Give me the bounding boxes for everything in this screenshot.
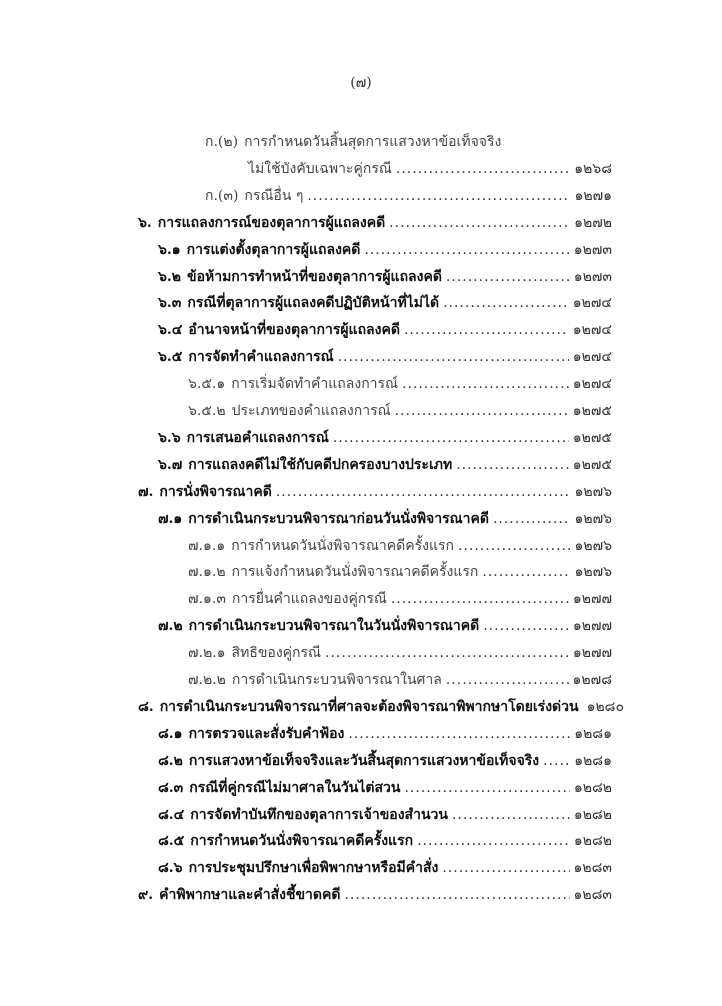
toc-entry-number: ๗.๑ <box>158 510 183 527</box>
toc-entry <box>138 696 625 720</box>
dot-leader <box>482 564 570 580</box>
dot-leader <box>338 349 569 365</box>
dot-leader <box>452 807 570 823</box>
toc-entry-number: ๖.๕.๑ <box>188 376 226 393</box>
toc-entry-label: การยื่นคำแถลงของคู่กรณี <box>231 591 387 608</box>
dot-leader <box>391 591 569 607</box>
dot-leader <box>396 161 570 177</box>
toc-entry <box>138 884 612 908</box>
toc-entry-number: ๖.๖ <box>158 429 181 446</box>
toc-entry-page: ๑๒๗๔ <box>572 322 612 339</box>
toc-entry-number: ๖.๔ <box>158 322 183 339</box>
dot-leader <box>443 295 569 311</box>
toc-entry <box>158 750 612 774</box>
toc-entry-page: ๑๒๘๑ <box>574 752 612 769</box>
toc-entry-label: การดำเนินกระบวนพิจารณาในวันนั่งพิจารณาคดี <box>188 618 480 635</box>
toc-entry-number: ๖. <box>138 214 152 231</box>
toc-entry-page: ๑๒๗๗ <box>572 645 612 662</box>
dot-leader <box>446 672 569 688</box>
dot-leader <box>446 269 570 285</box>
dot-leader <box>364 242 569 258</box>
toc-entry-number: ๘.๒ <box>158 752 183 769</box>
toc-entry <box>138 212 612 236</box>
toc-entry-page: ๑๒๗๔ <box>572 295 612 312</box>
toc-entry-page: ๑๒๗๔ <box>572 376 612 393</box>
toc-entry-page: ๑๒๗๗ <box>572 618 612 635</box>
toc-entry-label: การเสนอคำแถลงการณ์ <box>186 429 329 446</box>
toc-entry-label: การแจ้งกำหนดวันนั่งพิจารณาคดีครั้งแรก <box>231 564 479 581</box>
toc-entry-number: ๗.๑.๑ <box>188 537 226 554</box>
toc-entry-page: ๑๒๗๖ <box>574 483 612 500</box>
dot-leader <box>483 618 569 634</box>
toc-entry <box>158 804 612 828</box>
toc-entry-label: การดำเนินกระบวนพิจารณาในศาล <box>231 672 442 688</box>
toc-entry-page: ๑๒๗๖ <box>574 510 612 527</box>
toc-entry-label: การดำเนินกระบวนพิจารณาที่ศาลจะต้องพิจารณาพิพากษาโดยเร่งด่วน <box>159 698 579 715</box>
toc-entry <box>158 454 612 478</box>
toc-entry <box>188 373 612 397</box>
toc-entry-label: คำพิพากษาและคำสั่งชี้ขาดคดี <box>159 887 341 904</box>
toc-entry-number: ๗.๑.๒ <box>188 564 226 581</box>
toc-entry-number: ๖.๒ <box>158 268 181 285</box>
toc-entry-page: ๑๒๗๗ <box>572 591 612 608</box>
toc-entry-number: ๙. <box>138 887 154 904</box>
toc-entry <box>138 481 612 505</box>
toc-entry <box>248 158 612 182</box>
toc-entry-number: ๗.๒.๒ <box>188 672 226 688</box>
toc-entry <box>158 346 612 370</box>
dot-leader <box>344 887 569 903</box>
toc-entry <box>158 266 612 290</box>
toc-entry <box>188 588 612 612</box>
dot-leader <box>404 780 569 796</box>
toc-entry <box>188 561 612 585</box>
toc-entry-label: ข้อห้ามการทำหน้าที่ของตุลาการผู้แถลงคดี <box>187 268 442 285</box>
toc-entry-label: การแต่งตั้งตุลาการผู้แถลงคดี <box>186 241 361 258</box>
dot-leader <box>402 376 569 392</box>
toc-entry-page: ๑๒๘๐ <box>586 698 625 715</box>
toc-entry-number: ก.(๒) <box>205 134 239 150</box>
toc-entry-label: กรณีอื่น ๆ <box>244 187 304 204</box>
toc-entry-label: กรณีที่ตุลาการผู้แถลงคดีปฏิบัติหน้าที่ไม่ได้ <box>187 295 440 312</box>
toc-entry-number: ๗. <box>138 483 154 500</box>
toc-entry-number: ๖.๓ <box>158 295 182 312</box>
toc-entry <box>158 777 612 801</box>
dot-leader <box>404 322 569 338</box>
toc-entry-number: ๘.๑ <box>158 725 183 742</box>
toc-entry <box>158 615 612 639</box>
toc-entry-label: การแสวงหาข้อเท็จจริงและวันสิ้นสุดการแสวงหาข้อเท็จจริง <box>188 752 540 769</box>
toc-entry-page: ๑๒๘๒ <box>573 833 612 850</box>
toc-entry-number: ๘.๔ <box>158 806 185 823</box>
toc-entry-label: ประเภทของคำแถลงการณ์ <box>231 403 391 419</box>
toc-entry <box>158 830 612 854</box>
page-number: (๗) <box>350 75 372 91</box>
toc-entry <box>158 427 612 451</box>
toc-entry-number: ๖.๗ <box>158 456 183 473</box>
toc-entry <box>158 319 612 343</box>
toc-entry-page: ๑๒๗๖ <box>574 537 612 554</box>
toc-entry-page: ๑๒๗๔ <box>572 349 612 366</box>
toc-entry-number: ๘.๕ <box>158 833 185 850</box>
toc-entry <box>158 857 612 881</box>
toc-entry-number: ๖.๕.๒ <box>188 403 226 419</box>
toc-entry-number: ๖.๑ <box>158 241 181 258</box>
toc-entry-label: อำนาจหน้าที่ของตุลาการผู้แถลงคดี <box>188 322 400 339</box>
dot-leader <box>458 538 570 554</box>
toc-entry-page: ๑๒๗๓ <box>573 241 612 258</box>
toc-entry <box>188 400 612 424</box>
toc-entry-label: กรณีที่คู่กรณีไม่มาศาลในวันไต่สวน <box>189 779 401 796</box>
toc-entry-page: ๑๒๘๑ <box>574 725 612 742</box>
toc-entry-number: ๘. <box>138 698 154 715</box>
toc-entry-label: ไม่ใช้บังคับเฉพาะคู่กรณี <box>248 160 392 177</box>
toc-entry-number: ก.(๓) <box>205 187 239 204</box>
dot-leader <box>389 215 570 231</box>
dot-leader <box>307 188 570 204</box>
toc-entry-label: การกำหนดวันสิ้นสุดการแสวงหาข้อเท็จจริง <box>244 134 502 150</box>
toc-entry-label: การนั่งพิจารณาคดี <box>159 483 272 500</box>
toc-entry <box>188 535 612 559</box>
toc-entry-number: ๗.๒ <box>158 618 183 635</box>
dot-leader <box>276 484 571 500</box>
dot-leader <box>348 726 570 742</box>
toc-entry-label: การแถลงคดีไม่ใช้กับคดีปกครองบางประเภท <box>188 456 453 473</box>
toc-entry-page: ๑๒๘๓ <box>573 887 612 904</box>
toc-entry-page: ๑๒๗๕ <box>572 403 612 419</box>
dot-leader <box>543 753 570 769</box>
toc-entry <box>158 723 612 747</box>
toc-entry-label: การตรวจและสั่งรับคำฟ้อง <box>188 725 345 742</box>
toc-entry-page: ๑๒๘๓ <box>573 860 612 877</box>
toc-entry-page: ๑๒๗๕ <box>572 429 612 446</box>
toc-entry-label: การเริ่มจัดทำคำแถลงการณ์ <box>231 376 399 393</box>
dot-leader <box>325 645 569 661</box>
toc-entry <box>205 185 612 209</box>
toc-entry-label: การประชุมปรึกษาเพื่อพิพากษาหรือมีคำสั่ง <box>188 860 439 877</box>
dot-leader <box>417 833 570 849</box>
toc-entry-page: ๑๒๗๕ <box>572 456 612 473</box>
toc-entry-page: ๑๒๗๖ <box>574 564 612 581</box>
toc-entry-number: ๖.๕ <box>158 349 183 366</box>
toc-entry-label: การกำหนดวันนั่งพิจารณาคดีครั้งแรก <box>190 833 414 850</box>
toc-entry <box>158 292 612 316</box>
toc-entry-page: ๑๒๖๘ <box>574 160 612 177</box>
toc-entry-number: ๘.๓ <box>158 779 184 796</box>
toc-entry-page: ๑๒๘๒ <box>573 806 612 823</box>
toc-entry-page: ๑๒๗๑ <box>574 187 612 204</box>
toc-entry <box>158 239 612 263</box>
toc-entry-number: ๗.๒.๑ <box>188 645 226 662</box>
dot-leader <box>456 457 569 473</box>
toc-entry-page: ๑๒๗๒ <box>574 214 612 231</box>
toc-entry-label: การจัดทำบันทึกของตุลาการเจ้าของสำนวน <box>190 806 448 823</box>
toc-entry <box>188 642 612 666</box>
toc-entry <box>158 508 612 532</box>
dot-leader <box>442 860 569 876</box>
dot-leader <box>493 511 571 527</box>
toc-entry-label: สิทธิของคู่กรณี <box>231 645 322 662</box>
toc-entry-page: ๑๒๗๘ <box>572 672 612 688</box>
toc-entry-label: การกำหนดวันนั่งพิจารณาคดีครั้งแรก <box>231 537 454 554</box>
toc-entry-label: การแถลงการณ์ของตุลาการผู้แถลงคดี <box>157 214 386 231</box>
toc-entry-label: การจัดทำคำแถลงการณ์ <box>188 349 334 366</box>
toc-entry-label: การดำเนินกระบวนพิจารณาก่อนวันนั่งพิจารณาคดี <box>188 510 489 527</box>
toc-entry <box>188 669 612 693</box>
toc-entry-number: ๘.๖ <box>158 860 183 877</box>
toc-entry-number: ๗.๑.๓ <box>188 591 226 608</box>
toc-entry-page: ๑๒๗๓ <box>573 268 612 285</box>
toc-entry-page: ๑๒๘๒ <box>573 779 612 796</box>
dot-leader <box>395 403 569 419</box>
toc-entry <box>205 131 612 155</box>
dot-leader <box>333 430 569 446</box>
